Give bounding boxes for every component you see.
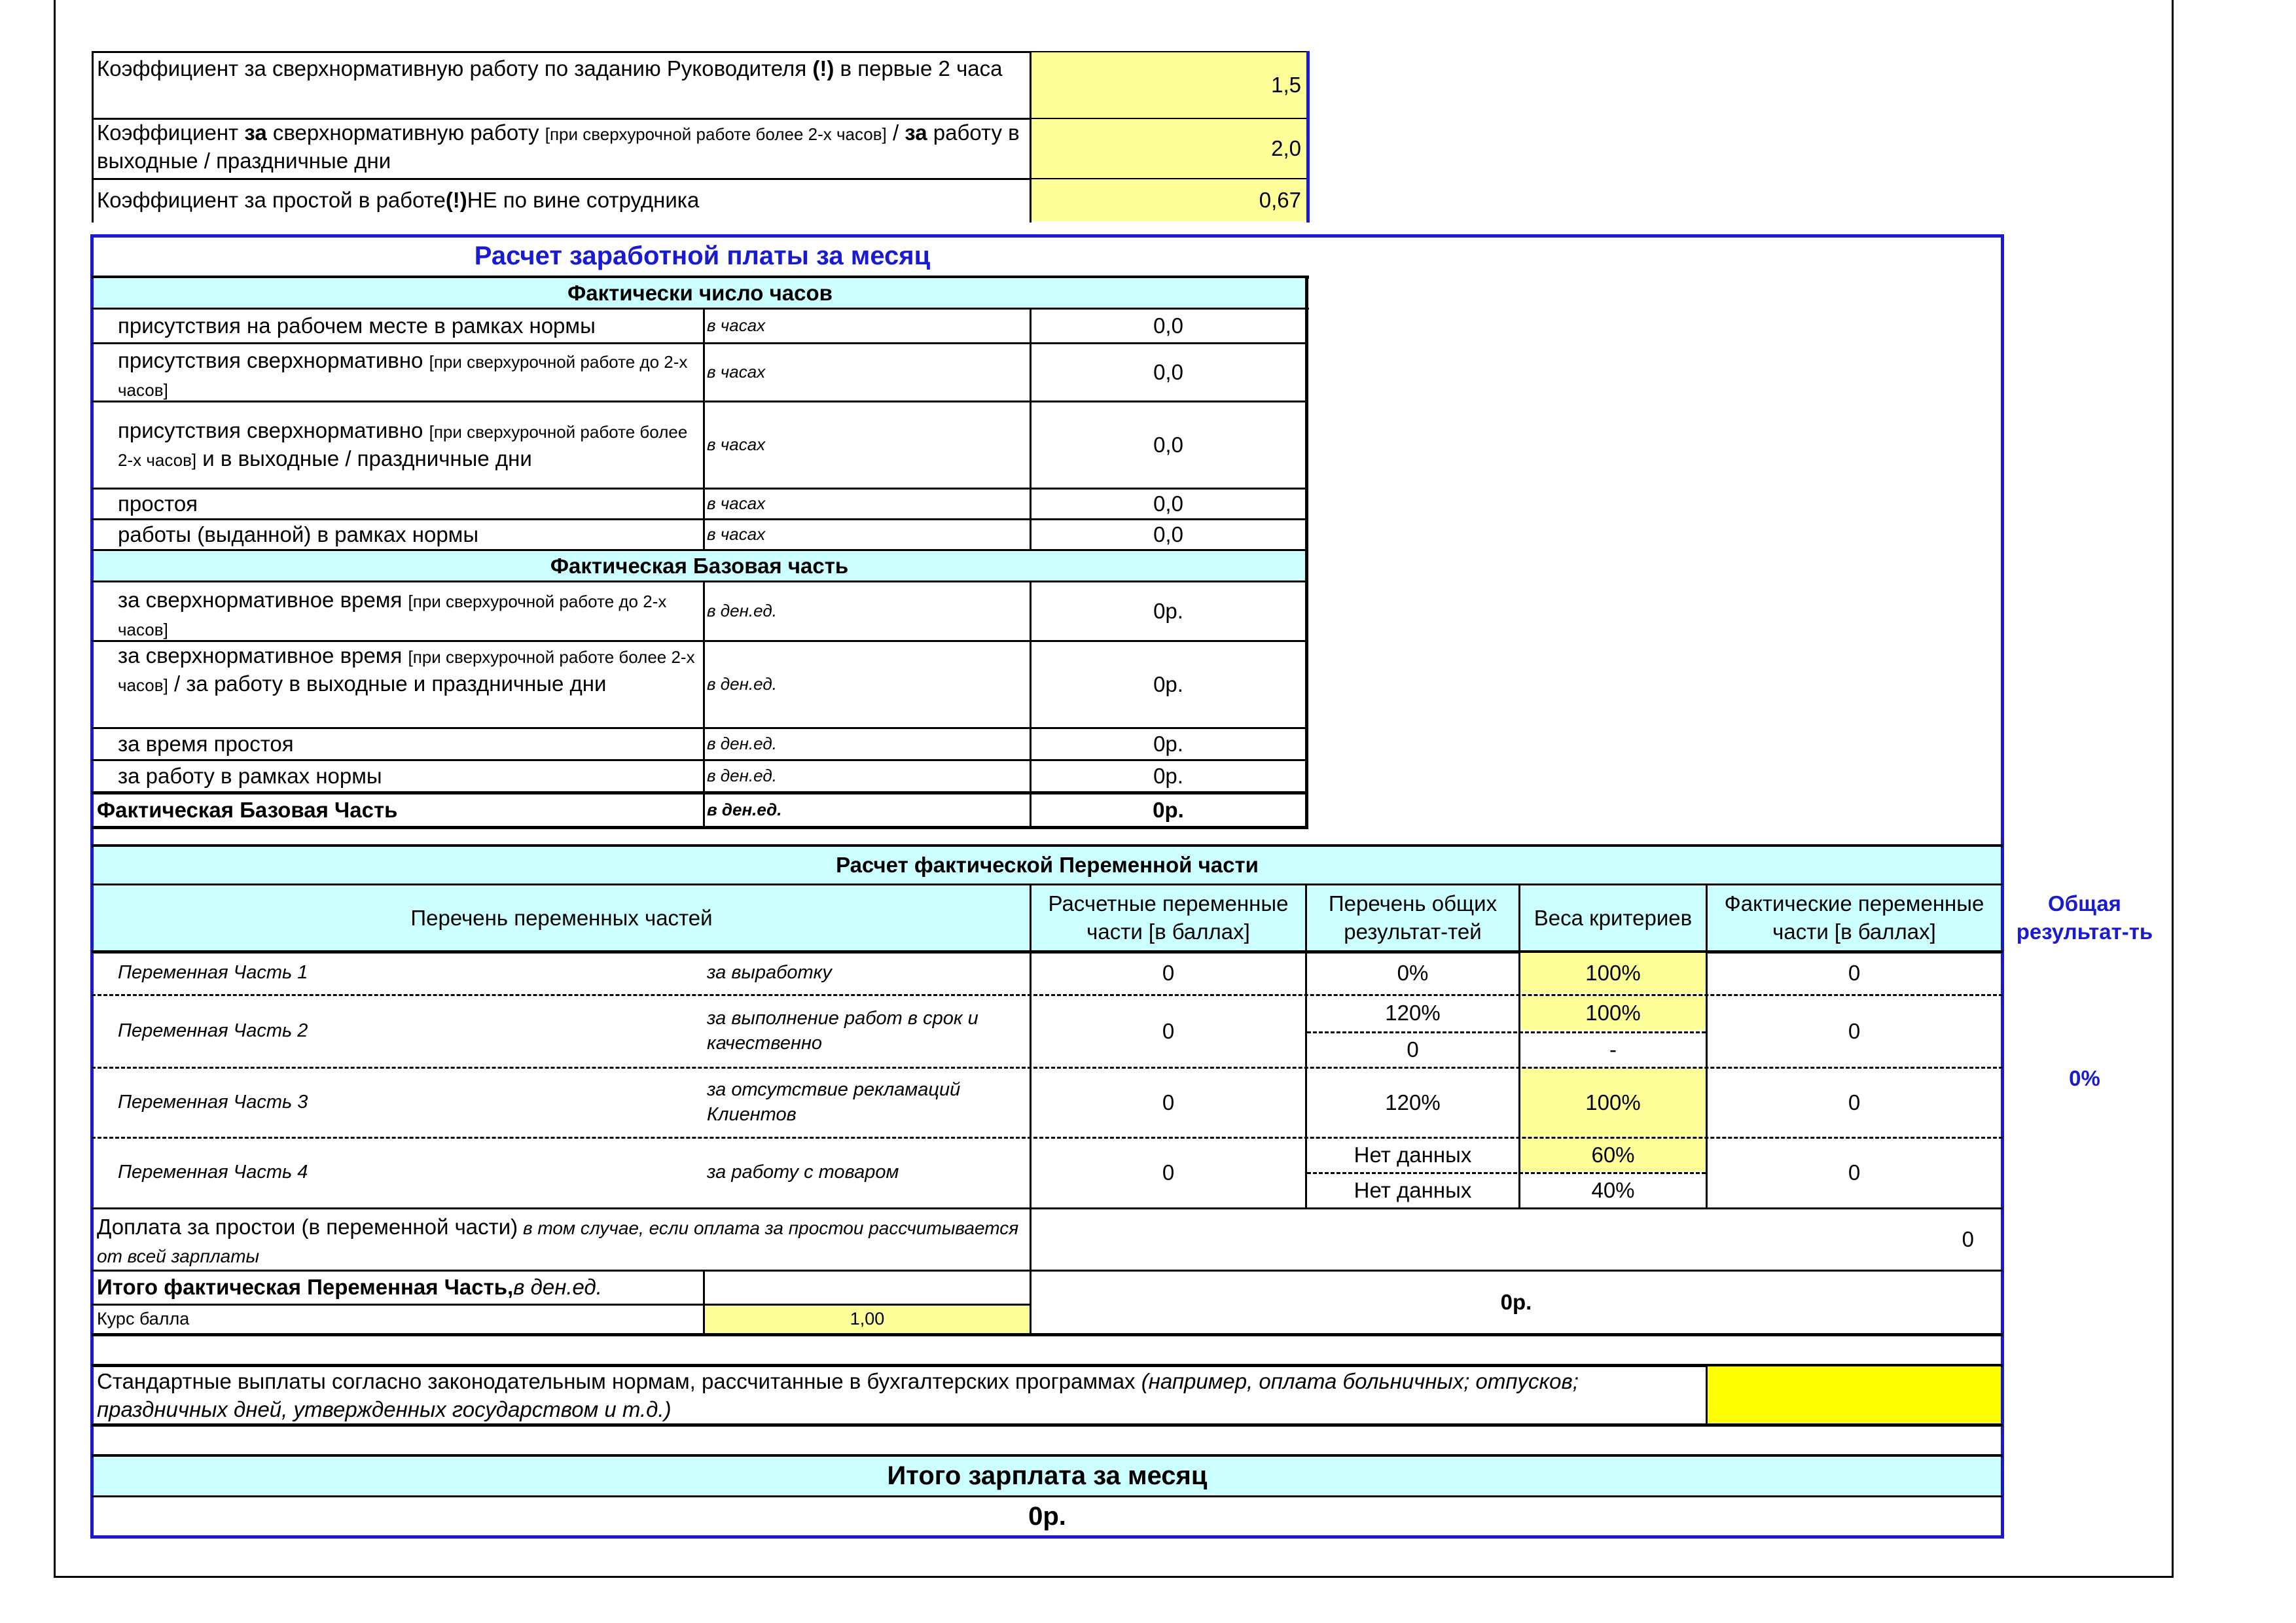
hours-value-4: 0,0 <box>1153 491 1183 516</box>
var-result-2a: 120% <box>1385 1000 1441 1025</box>
var-actual-4: 0 <box>1848 1160 1861 1185</box>
var-desc-4: за работу с товаром <box>707 1162 899 1183</box>
base-total-value: 0р. <box>1153 797 1184 822</box>
base-row-2: за сверхнормативное время [при сверхурочной работе более 2-х часов] / за работу в выходные и праздничные дни <box>118 643 695 696</box>
hours-row-1: присутствия на рабочем месте в рамках нормы <box>118 313 596 338</box>
base-unit-4: в ден.ед. <box>707 766 777 786</box>
var-weight-2a[interactable]: 100% <box>1520 996 1706 1030</box>
hours-unit-4: в часах <box>707 493 766 514</box>
overall-label: Общая результат-ть <box>2016 891 2153 944</box>
var-name-1: Переменная Часть 1 <box>118 962 308 984</box>
hours-unit-1: в часах <box>707 315 766 336</box>
var-weight-4b: 40% <box>1591 1177 1635 1202</box>
variable-total-value: 0р. <box>1500 1289 1532 1314</box>
coef-value-1[interactable]: 1,5 <box>1031 52 1306 118</box>
col-weights-header: Веса критериев <box>1520 885 1706 951</box>
base-total-unit: в ден.ед. <box>707 800 782 820</box>
var-calc-1: 0 <box>1162 960 1175 985</box>
col-results-header: Перечень общих результат-тей <box>1307 885 1518 951</box>
var-desc-2: за выполнение работ в срок и качественно <box>707 1008 978 1054</box>
var-weight-2b: - <box>1609 1037 1617 1061</box>
col-calc-header: Расчетные переменные части [в баллах] <box>1031 885 1305 951</box>
rate-label: Курс балла <box>97 1309 190 1329</box>
hours-row-4: простоя <box>118 491 198 516</box>
base-total-label: Фактическая Базовая Часть <box>97 797 398 822</box>
var-actual-1: 0 <box>1848 960 1861 985</box>
var-result-4b: Нет данных <box>1354 1177 1472 1202</box>
var-actual-2: 0 <box>1848 1018 1861 1043</box>
var-desc-3: за отсутствие рекламаций Клиентов <box>707 1079 961 1125</box>
base-value-4: 0р. <box>1153 763 1183 788</box>
standard-payments-input[interactable] <box>1708 1366 2001 1423</box>
hours-value-1: 0,0 <box>1153 313 1183 338</box>
coef-label-1: Коэффициент за сверхнормативную работу по заданию Руководителя (!) в первые 2 часа <box>97 56 1003 80</box>
downtime-value: 0 <box>1962 1226 1974 1251</box>
page-title: Расчет заработной платы за месяц <box>474 241 931 270</box>
var-result-3: 120% <box>1385 1090 1441 1115</box>
var-weight-3[interactable]: 100% <box>1520 1069 1706 1137</box>
var-desc-1: за выработку <box>707 962 832 984</box>
var-name-2: Переменная Часть 2 <box>118 1020 308 1042</box>
base-unit-3: в ден.ед. <box>707 734 777 754</box>
var-result-4a: Нет данных <box>1354 1142 1472 1167</box>
variable-header: Расчет фактической Переменной части <box>94 847 2001 883</box>
hours-row-2: присутствия сверхнормативно [при сверхурочной работе до 2-х часов] <box>118 348 688 400</box>
variable-total-label: Итого фактическая Переменная Часть, в ден.ед. <box>97 1274 602 1299</box>
base-value-1: 0р. <box>1153 598 1183 623</box>
base-row-4: за работу в рамках нормы <box>118 763 382 788</box>
hours-value-5: 0,0 <box>1153 522 1183 546</box>
var-result-2b: 0 <box>1407 1037 1419 1061</box>
grand-total-value: 0р. <box>1028 1502 1066 1531</box>
var-weight-1[interactable]: 100% <box>1520 953 1706 993</box>
grand-total-label: Итого зарплата за месяц <box>94 1457 2001 1495</box>
col-list-header: Перечень переменных частей <box>94 885 1030 951</box>
var-name-3: Переменная Часть 3 <box>118 1092 308 1113</box>
hours-row-5: работы (выданной) в рамках нормы <box>118 522 479 546</box>
base-row-1: за сверхнормативное время [при сверхурочной работе до 2-х часов] <box>118 588 667 639</box>
hours-value-3: 0,0 <box>1153 432 1183 457</box>
overall-value: 0% <box>2069 1065 2100 1090</box>
rate-value[interactable]: 1,00 <box>705 1306 1030 1333</box>
var-actual-3: 0 <box>1848 1090 1861 1115</box>
standard-payments-text: Стандартные выплаты согласно законодательным нормам, рассчитанные в бухгалтерских программах (например, оплата больничных; отпусков; праздничных дней, утвержденных государством и т.д.) <box>97 1369 1579 1421</box>
base-value-2: 0р. <box>1153 671 1183 696</box>
coef-label-3: Коэффициент за простой в работе (!) НЕ по вине сотрудника <box>97 187 700 212</box>
downtime-label: Доплата за простои (в переменной части) в том случае, если оплата за простои рассчитывается от всей зарплаты <box>97 1215 1019 1266</box>
base-unit-1: в ден.ед. <box>707 601 777 621</box>
coef-value-3[interactable]: 0,67 <box>1031 179 1306 221</box>
coef-label-2: Коэффициент за сверхнормативную работу [при сверхурочной работе более 2-х часов] / за работу в выходные / праздничные дни <box>97 120 1020 173</box>
var-result-1: 0% <box>1397 960 1429 985</box>
base-value-3: 0р. <box>1153 731 1183 756</box>
var-calc-3: 0 <box>1162 1090 1175 1115</box>
var-calc-2: 0 <box>1162 1018 1175 1043</box>
var-weight-4a[interactable]: 60% <box>1520 1139 1706 1171</box>
var-name-4: Переменная Часть 4 <box>118 1162 308 1183</box>
coef-value-2[interactable]: 2,0 <box>1031 119 1306 178</box>
hours-unit-3: в часах <box>707 435 766 455</box>
hours-value-2: 0,0 <box>1153 359 1183 384</box>
hours-header: Фактически число часов <box>94 278 1306 308</box>
hours-row-3: присутствия сверхнормативно [при сверхурочной работе более 2-х часов] и в выходные / праздничные дни <box>118 418 688 471</box>
hours-unit-2: в часах <box>707 362 766 382</box>
hours-unit-5: в часах <box>707 524 766 544</box>
base-row-3: за время простоя <box>118 731 294 756</box>
var-calc-4: 0 <box>1162 1160 1175 1185</box>
col-actual-header: Фактические переменные части [в баллах] <box>1708 885 2001 951</box>
base-unit-2: в ден.ед. <box>707 674 777 694</box>
base-header: Фактическая Базовая часть <box>94 551 1305 581</box>
